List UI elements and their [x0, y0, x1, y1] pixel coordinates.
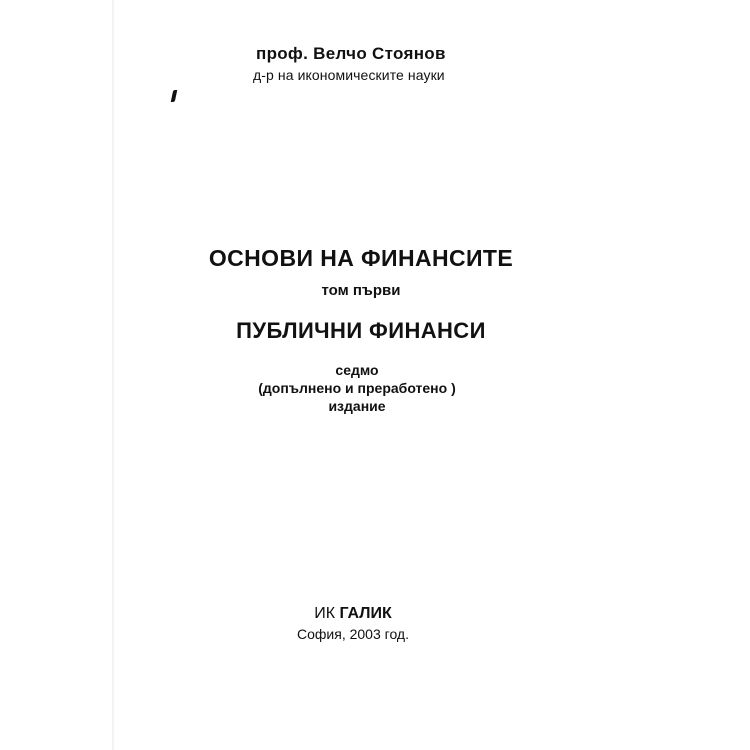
edition-label: издание [328, 398, 386, 414]
place-and-year: София, 2003 год. [297, 626, 409, 642]
author-degree: д-р на икономическите науки [253, 67, 445, 83]
publisher-prefix: ИК [314, 605, 336, 622]
book-title: ОСНОВИ НА ФИНАНСИТЕ [208, 245, 514, 271]
ink-mark [171, 90, 178, 102]
book-subtitle: ПУБЛИЧНИ ФИНАНСИ [236, 318, 486, 343]
publisher [0, 605, 706, 623]
author-name: проф. Велчо Стоянов [256, 44, 446, 63]
edition-number: седмо [335, 362, 379, 378]
edition-note: (допълнено и преработено ) [258, 380, 456, 396]
publisher-name: ГАЛИК [339, 605, 392, 622]
volume-label: том първи [321, 282, 401, 299]
